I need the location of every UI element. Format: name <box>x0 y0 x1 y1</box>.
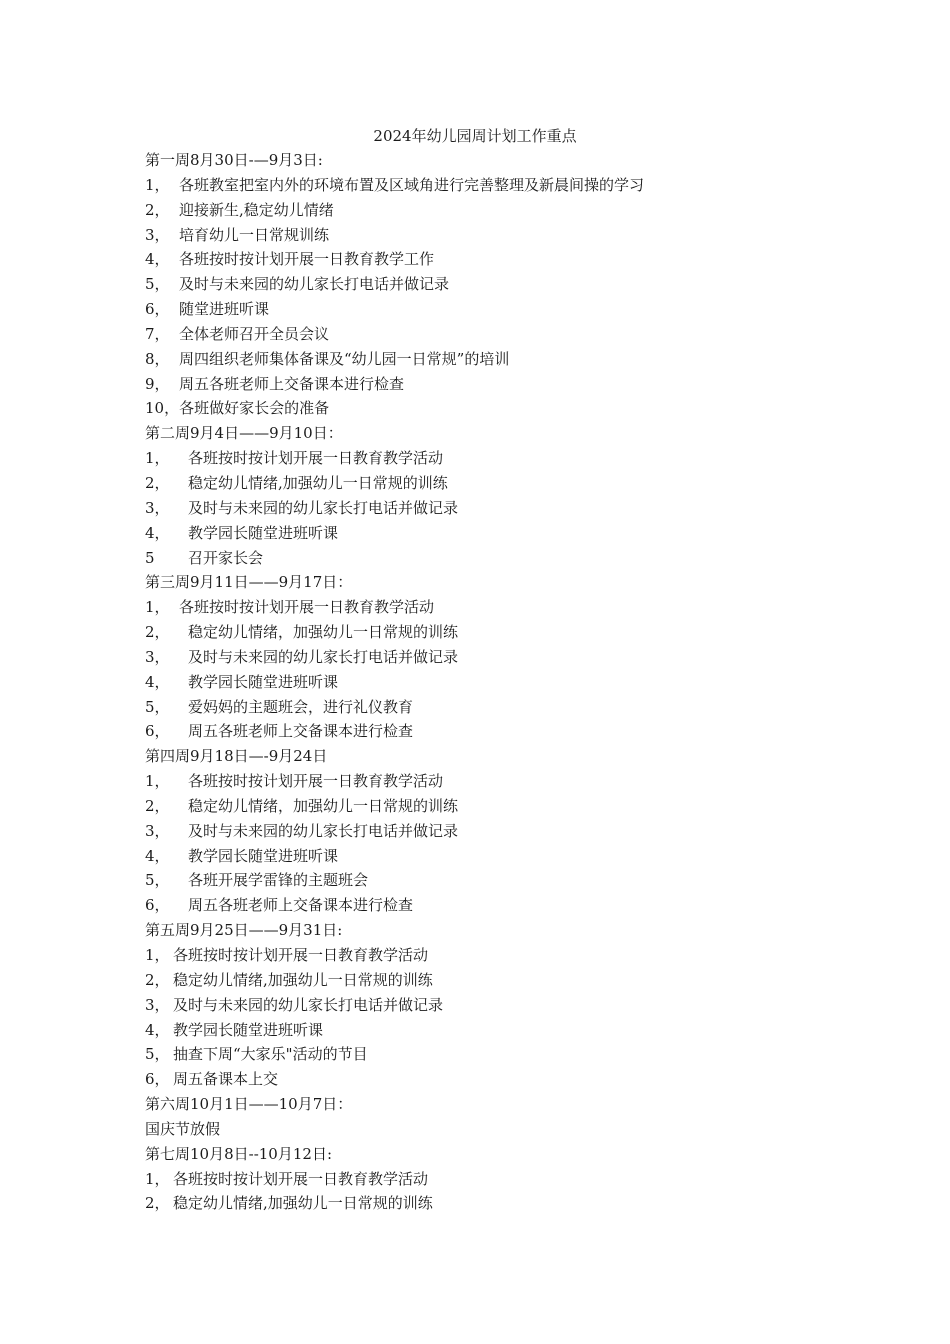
list-item: 2， 稳定幼儿情绪，加强幼儿一日常规的训练 <box>145 623 459 642</box>
list-item: 7， 全体老师召开全员会议 <box>145 324 330 343</box>
list-item: 1， 各班教室把室内外的环境布置及区域角进行完善整理及新晨间操的学习 <box>145 175 645 194</box>
list-item: 2， 稳定幼儿情绪,加强幼儿一日常规的训练 <box>145 1194 433 1213</box>
list-item: 3， 及时与未来园的幼儿家长打电话并做记录 <box>145 498 459 517</box>
list-item: 2， 迎接新生,稳定幼儿情绪 <box>145 200 334 219</box>
document-body <box>145 150 825 1218</box>
list-item: 6， 周五各班老师上交备课本进行检查 <box>145 896 414 915</box>
list-item: 1， 各班按时按计划开展一日教育教学活动 <box>145 772 444 791</box>
week-1-items <box>145 175 825 423</box>
list-item: 3， 及时与未来园的幼儿家长打电话并做记录 <box>145 647 459 666</box>
list-item: 1， 各班按时按计划开展一日教育教学活动 <box>145 449 444 468</box>
list-item: 5， 及时与未来园的幼儿家长打电话并做记录 <box>145 275 450 294</box>
list-item: 6， 周五备课本上交 <box>145 1070 279 1089</box>
list-item: 1， 各班按时按计划开展一日教育教学活动 <box>145 598 435 617</box>
list-item: 3， 及时与未来园的幼儿家长打电话并做记录 <box>145 995 444 1014</box>
week-4-heading: 第四周9月18日—-9月24日 <box>145 747 328 766</box>
list-item: 8， 周四组织老师集体备课及“幼儿园一日常规”的培训 <box>145 349 510 368</box>
list-item: 5， 爱妈妈的主题班会，进行礼仪教育 <box>145 697 414 716</box>
week-3-items <box>145 597 825 746</box>
list-item: 1， 各班按时按计划开展一日教育教学活动 <box>145 1169 429 1188</box>
list-item: 2， 稳定幼儿情绪,加强幼儿一日常规的训练 <box>145 970 433 989</box>
week-5-items <box>145 945 825 1094</box>
week-2-items <box>145 448 825 572</box>
list-item: 4， 教学园长随堂进班听课 <box>145 846 339 865</box>
list-item: 6， 周五各班老师上交备课本进行检查 <box>145 722 414 741</box>
week-5-heading: 第五周9月25日——9月31日: <box>145 921 343 940</box>
week-7-heading: 第七周10月8日--10月12日: <box>145 1144 332 1163</box>
list-item: 1， 各班按时按计划开展一日教育教学活动 <box>145 946 429 964</box>
list-item: 3， 培育幼儿一日常规训练 <box>145 225 330 244</box>
list-item: 4， 教学园长随堂进班听课 <box>145 672 339 691</box>
list-item: 5， 抽查下周“大家乐"活动的节目 <box>145 1045 368 1064</box>
week-4-items <box>145 771 825 920</box>
list-item: 6， 随堂进班听课 <box>145 300 270 319</box>
list-item: 10，各班做好家长会的准备 <box>145 399 330 418</box>
week-6-body: 国庆节放假 <box>145 1119 221 1138</box>
week-1-heading: 第一周8月30日-—9月3日: <box>145 151 323 169</box>
list-item: 3， 及时与未来园的幼儿家长打电话并做记录 <box>145 821 459 840</box>
week-2-heading: 第二周9月4日——9月10日： <box>145 424 343 443</box>
list-item: 9， 周五各班老师上交备课本进行检查 <box>145 374 405 393</box>
list-item: 4， 各班按时按计划开展一日教育教学工作 <box>145 250 435 269</box>
list-item: 5 召开家长会 <box>145 548 264 567</box>
list-item: 4， 教学园长随堂进班听课 <box>145 523 339 542</box>
week-7-items <box>145 1169 825 1219</box>
week-3-heading: 第三周9月11日——9月17日： <box>145 573 353 592</box>
document-title: 2024年幼儿园周计划工作重点 <box>373 127 577 145</box>
list-item: 2， 稳定幼儿情绪,加强幼儿一日常规的训练 <box>145 473 448 492</box>
list-item: 2， 稳定幼儿情绪，加强幼儿一日常规的训练 <box>145 796 459 815</box>
week-6-heading: 第六周10月1日——10月7日： <box>145 1095 353 1114</box>
list-item: 5， 各班开展学雷锋的主题班会 <box>145 871 369 890</box>
list-item: 4， 教学园长随堂进班听课 <box>145 1020 324 1039</box>
